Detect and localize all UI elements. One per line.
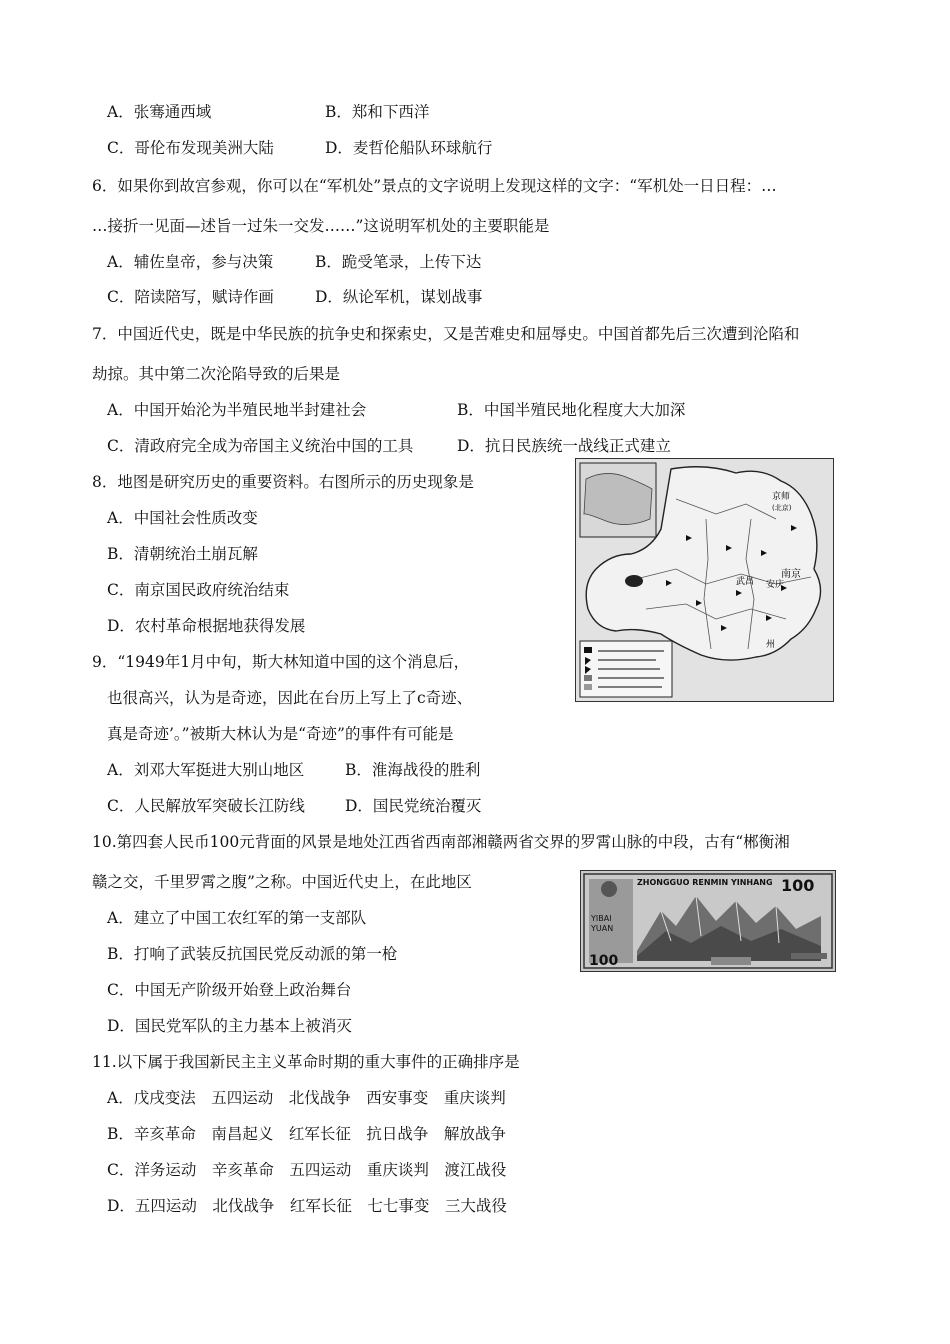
q11-option-c: C．洋务运动 辛亥革命 五四运动 重庆谈判 渡江战役 [107, 1161, 507, 1179]
q6-option-b: B．跪受笔录，上传下达 [315, 253, 482, 271]
q9-option-c: C．人民解放军突破长江防线 [107, 797, 305, 815]
map-label-wuchang: 武昌 [736, 577, 755, 587]
q7-option-b: B．中国半殖民地化程度大大加深 [457, 401, 686, 419]
q8-option-a: A．中国社会性质改变 [107, 509, 258, 527]
q10-stem-line2: 赣之交，千里罗霄之腹”之称。中国近代史上，在此地区 [92, 873, 472, 891]
q10-option-a: A．建立了中国工农红军的第一支部队 [107, 909, 367, 927]
q9-stem-line3: 真是奇迹’。”被斯大林认为是“奇迹”的事件有可能是 [107, 725, 454, 743]
q9-option-b: B．淮海战役的胜利 [345, 761, 481, 779]
banknote-illustration [581, 871, 835, 971]
q6-stem-line1: 6．如果你到故宫参观，你可以在“军机处”景点的文字说明上发现这样的文字：“军机处一日日程：… [92, 177, 777, 195]
historical-map-figure [575, 458, 834, 702]
q11-option-a: A．戊戌变法 五四运动 北伐战争 西安事变 重庆谈判 [107, 1089, 506, 1107]
banknote-top-text: ZHONGGUO RENMIN YINHANG [637, 878, 773, 887]
q11-option-d: D．五四运动 北伐战争 红军长征 七七事变 三大战役 [107, 1197, 507, 1215]
q5-option-b: B．郑和下西洋 [325, 103, 430, 121]
q11-stem: 11.以下属于我国新民主主义革命时期的重大事件的正确排序是 [92, 1053, 520, 1071]
map-label-nanjing: 南京 [781, 569, 801, 580]
q7-option-d: D．抗日民族统一战线正式建立 [457, 437, 671, 455]
q8-option-c: C．南京国民政府统治结束 [107, 581, 290, 599]
q5-option-a: A．张骞通西域 [107, 103, 212, 121]
q7-option-c: C．清政府完全成为帝国主义统治中国的工具 [107, 437, 414, 455]
q8-stem: 8．地图是研究历史的重要资料。右图所示的历史现象是 [92, 473, 474, 491]
map-label-beijing-sub: (北京) [772, 504, 792, 512]
q11-option-b: B．辛亥革命 南昌起义 红军长征 抗日战争 解放战争 [107, 1125, 506, 1143]
q10-option-c: C．中国无产阶级开始登上政治舞台 [107, 981, 352, 999]
q9-stem-line2: 也很高兴，认为是奇迹，因此在台历上写上了c奇迹、 [107, 689, 473, 707]
q10-option-d: D．国民党军队的主力基本上被消灭 [107, 1017, 352, 1035]
map-label-anqing: 安庆 [766, 580, 785, 590]
q10-stem-line1: 10.第四套人民币100元背面的风景是地处江西省西南部湘赣两省交界的罗霄山脉的中段，古有“郴衡湘 [92, 833, 790, 851]
q6-stem-line2: …接折一见面—述旨一过朱一交发……”这说明军机处的主要职能是 [92, 217, 550, 235]
map-label-beijing: 京师 [772, 492, 791, 502]
q6-option-a: A．辅佐皇帝，参与决策 [107, 253, 274, 271]
q9-stem-line1: 9．“1949年1月中旬，斯大林知道中国的这个消息后， [92, 653, 470, 671]
banknote-bottom-value: 100 [589, 953, 619, 969]
q8-option-d: D．农村革命根据地获得发展 [107, 617, 306, 635]
q6-option-d: D．纵论军机，谋划战事 [315, 288, 483, 306]
q8-option-b: B．清朝统治土崩瓦解 [107, 545, 258, 563]
q10-option-b: B．打响了武装反抗国民党反动派的第一枪 [107, 945, 398, 963]
q6-option-c: C．陪读陪写，赋诗作画 [107, 288, 274, 306]
banknote-side-text1: YIBAI [591, 914, 612, 923]
q7-option-a: A．中国开始沦为半殖民地半封建社会 [107, 401, 367, 419]
banknote-value: 100 [781, 876, 815, 895]
map-label-guangzhou: 州 [766, 640, 776, 650]
map-illustration [576, 459, 833, 701]
banknote-figure [580, 870, 836, 972]
q7-stem-line1: 7．中国近代史，既是中华民族的抗争史和探索史，又是苦难史和屈辱史。中国首都先后三次遭到沦陷和 [92, 325, 800, 343]
q9-option-a: A．刘邓大军挺进大别山地区 [107, 761, 305, 779]
q5-option-d: D．麦哲伦船队环球航行 [325, 139, 493, 157]
q5-option-c: C．哥伦布发现美洲大陆 [107, 139, 274, 157]
q9-option-d: D．国民党统治覆灭 [345, 797, 482, 815]
q7-stem-line2: 劫掠。其中第二次沦陷导致的后果是 [92, 365, 341, 383]
banknote-side-text2: YUAN [591, 924, 614, 933]
